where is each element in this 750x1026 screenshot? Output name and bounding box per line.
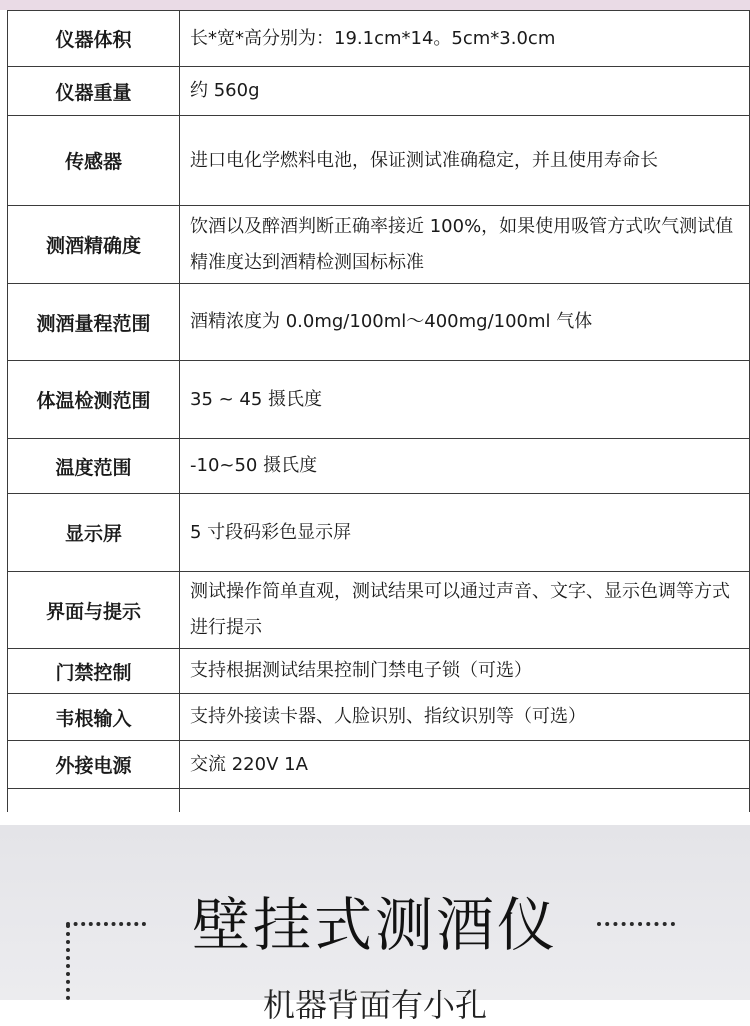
spec-value: 支持外接读卡器、人脸识别、指纹识别等（可选） <box>180 694 750 741</box>
table-row <box>8 694 750 741</box>
spec-table <box>7 10 750 823</box>
spec-label: 测酒量程范围 <box>8 284 180 361</box>
spec-value: 约 560g <box>180 67 750 116</box>
table-row <box>8 741 750 789</box>
spec-label: 仪器重量 <box>8 67 180 116</box>
spec-label: 界面与提示 <box>8 572 180 649</box>
table-row <box>8 116 750 206</box>
table-row <box>8 361 750 439</box>
table-row <box>8 494 750 572</box>
product-caption: 机器背面有小孔 <box>262 986 487 1024</box>
spec-value: 酒精浓度为 0.0mg/100ml～400mg/100ml 气体 <box>180 284 750 361</box>
spec-value: 进口电化学燃料电池，保证测试准确稳定，并且使用寿命长 <box>180 116 750 206</box>
product-title: 壁挂式测酒仪 <box>191 891 558 959</box>
spec-value: 支持根据测试结果控制门禁电子锁（可选） <box>180 649 750 694</box>
table-row <box>8 284 750 361</box>
spec-value: 饮酒以及醉酒判断正确率接近 100%，如果使用吸管方式吹气测试值精准度达到酒精检测国标标准 <box>180 206 750 284</box>
spec-label: 传感器 <box>8 116 180 206</box>
table-row <box>8 572 750 649</box>
spec-label: 温度范围 <box>8 439 180 494</box>
spec-value: 35 ~ 45 摄氏度 <box>180 361 750 439</box>
table-row <box>8 439 750 494</box>
spec-value: 交流 220V 1A <box>180 741 750 789</box>
spec-label: 外接电源 <box>8 741 180 789</box>
top-band <box>0 0 750 10</box>
section-gap <box>0 812 750 825</box>
spec-value: 5 寸段码彩色显示屏 <box>180 494 750 572</box>
spec-label: 仪器体积 <box>8 11 180 67</box>
spec-value: 长*宽*高分别为：19.1cm*14。5cm*3.0cm <box>180 11 750 67</box>
spec-label: 测酒精确度 <box>8 206 180 284</box>
table-row <box>8 206 750 284</box>
spec-label: 体温检测范围 <box>8 361 180 439</box>
spec-label: 显示屏 <box>8 494 180 572</box>
spec-value: 测试操作简单直观，测试结果可以通过声音、文字、显示色调等方式进行提示 <box>180 572 750 649</box>
spec-label: 门禁控制 <box>8 649 180 694</box>
spec-label: 韦根输入 <box>8 694 180 741</box>
spec-value: -10~50 摄氏度 <box>180 439 750 494</box>
table-row <box>8 649 750 694</box>
table-row <box>8 67 750 116</box>
table-row <box>8 11 750 67</box>
